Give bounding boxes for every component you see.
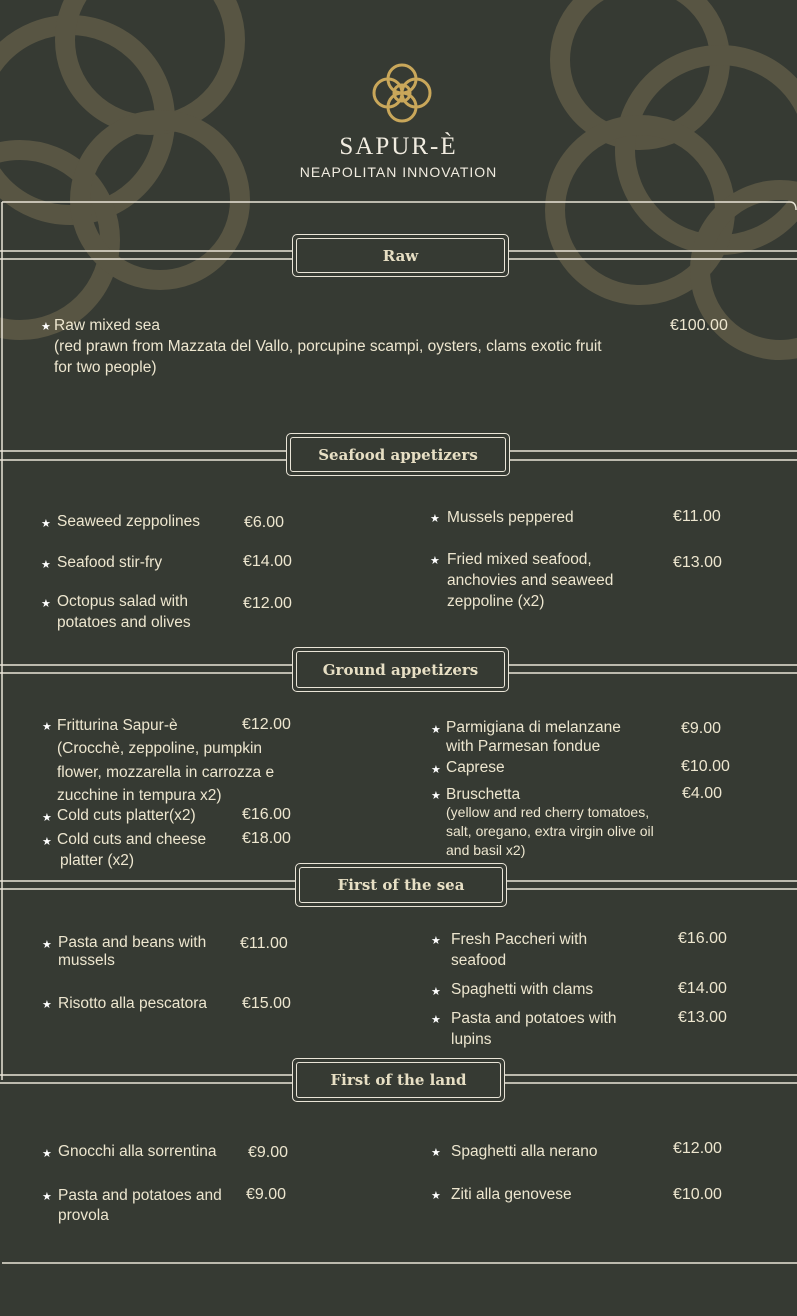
- menu-item-price: €12.00: [242, 716, 291, 733]
- menu-item-name: Pasta and potatoes and: [58, 1187, 222, 1204]
- menu-item-price: €11.00: [673, 508, 721, 525]
- menu-item-price: €9.00: [681, 720, 722, 737]
- brand-name: SAPUR-È: [339, 133, 458, 160]
- menu-item-price: €12.00: [673, 1140, 722, 1157]
- star-icon: ★: [41, 598, 51, 610]
- star-icon: ★: [431, 935, 441, 947]
- menu-item-price: €9.00: [246, 1186, 287, 1203]
- menu-item-price: €16.00: [678, 930, 727, 947]
- menu-item-name: Octopus salad with: [57, 593, 188, 610]
- menu-item-name-line2: anchovies and seaweed: [447, 572, 614, 589]
- menu-item-name: Fresh Paccheri with: [451, 931, 588, 948]
- menu-item-name: Gnocchi alla sorrentina: [58, 1143, 217, 1160]
- menu-item-name: Risotto alla pescatora: [58, 995, 208, 1012]
- menu-item-price: €9.00: [248, 1144, 289, 1161]
- menu-item-price: €13.00: [678, 1009, 727, 1026]
- star-icon: ★: [41, 559, 51, 571]
- menu-item-name: Caprese: [446, 759, 505, 776]
- star-icon: ★: [42, 1191, 52, 1203]
- menu-item-price: €4.00: [682, 785, 723, 802]
- menu-item-name-line2: mussels: [58, 952, 115, 969]
- menu-item-name: Spaghetti alla nerano: [451, 1143, 598, 1160]
- star-icon: ★: [430, 555, 440, 567]
- menu-item-name: Seaweed zeppolines: [57, 513, 201, 530]
- star-icon: ★: [431, 986, 441, 998]
- menu-item-name: Ziti alla genovese: [451, 1186, 572, 1203]
- star-icon: ★: [431, 790, 441, 802]
- star-icon: ★: [430, 513, 440, 525]
- menu-item-name-line2: lupins: [451, 1031, 492, 1048]
- menu-item-description: flower, mozzarella in carrozza e: [57, 764, 275, 781]
- menu-item-name-line2: platter (x2): [60, 852, 135, 869]
- star-icon: ★: [42, 1148, 52, 1160]
- menu-item-price: €6.00: [244, 514, 285, 531]
- star-icon: ★: [431, 1147, 441, 1159]
- menu-item-price: €16.00: [242, 806, 291, 823]
- star-icon: ★: [431, 764, 441, 776]
- menu-item-description: zucchine in tempura x2): [57, 787, 222, 804]
- menu-item-price: €14.00: [243, 553, 292, 570]
- menu-item-description: (yellow and red cherry tomatoes,: [446, 804, 650, 820]
- menu-item-name: Cold cuts platter(x2): [57, 807, 196, 824]
- menu-item-name-line2: seafood: [451, 952, 507, 969]
- menu-item-name: Pasta and potatoes with: [451, 1010, 617, 1027]
- menu-item-name: Seafood stir-fry: [57, 554, 163, 571]
- menu-item-price: €11.00: [240, 935, 288, 952]
- menu-item-description: (red prawn from Mazzata del Vallo, porcupine scampi, oysters, clams exotic fruit: [54, 338, 602, 355]
- menu-item-price: €18.00: [242, 830, 291, 847]
- star-icon: ★: [42, 939, 52, 951]
- star-icon: ★: [42, 721, 52, 733]
- menu-item-name-line2: potatoes and olives: [57, 614, 191, 631]
- star-icon: ★: [431, 1014, 441, 1026]
- menu-item-name: Raw mixed sea: [54, 317, 160, 334]
- section-header-ground-appetizers: Ground appetizers: [292, 647, 509, 692]
- menu-item-name-line2: with Parmesan fondue: [446, 738, 601, 755]
- menu-item-price: €15.00: [242, 995, 291, 1012]
- menu-item-price: €10.00: [681, 758, 730, 775]
- star-icon: ★: [42, 999, 52, 1011]
- menu-item-name: Cold cuts and cheese: [57, 831, 207, 848]
- menu-item-price: €10.00: [673, 1186, 722, 1203]
- menu-item-price: €100.00: [670, 317, 728, 334]
- star-icon: ★: [431, 1190, 441, 1202]
- menu-item-description: salt, oregano, extra virgin olive oil: [446, 823, 654, 839]
- menu-item-price: €14.00: [678, 980, 727, 997]
- menu-item-price: €13.00: [673, 554, 722, 571]
- star-icon: ★: [431, 724, 441, 736]
- menu-item-name: Mussels peppered: [447, 509, 574, 526]
- menu-item-price: €12.00: [243, 595, 292, 612]
- menu-item-description: for two people): [54, 359, 157, 376]
- section-header-raw: Raw: [292, 234, 509, 277]
- star-icon: ★: [42, 836, 52, 848]
- section-header-seafood-appetizers: Seafood appetizers: [286, 433, 510, 476]
- menu-item-name-line2: provola: [58, 1207, 109, 1224]
- star-icon: ★: [41, 518, 51, 530]
- menu-item-name: Fried mixed seafood,: [447, 551, 592, 568]
- menu-item-name-line3: zeppoline (x2): [447, 593, 545, 610]
- section-header-first-of-the-sea: First of the sea: [295, 863, 507, 907]
- menu-item-name: Fritturina Sapur-è: [57, 717, 178, 734]
- section-header-first-of-the-land: First of the land: [292, 1058, 505, 1102]
- star-icon: ★: [41, 321, 51, 333]
- star-icon: ★: [42, 812, 52, 824]
- menu-item-name: Parmigiana di melanzane: [446, 719, 621, 736]
- menu-item-name: Pasta and beans with: [58, 934, 207, 951]
- menu-item-description: and basil x2): [446, 842, 526, 858]
- menu-item-name: Spaghetti with clams: [451, 981, 594, 998]
- logo-icon: [366, 57, 438, 129]
- menu-item-name: Bruschetta: [446, 786, 521, 803]
- menu-item-description: (Crocchè, zeppoline, pumpkin: [57, 740, 263, 757]
- brand-tagline: NEAPOLITAN INNOVATION: [299, 164, 498, 180]
